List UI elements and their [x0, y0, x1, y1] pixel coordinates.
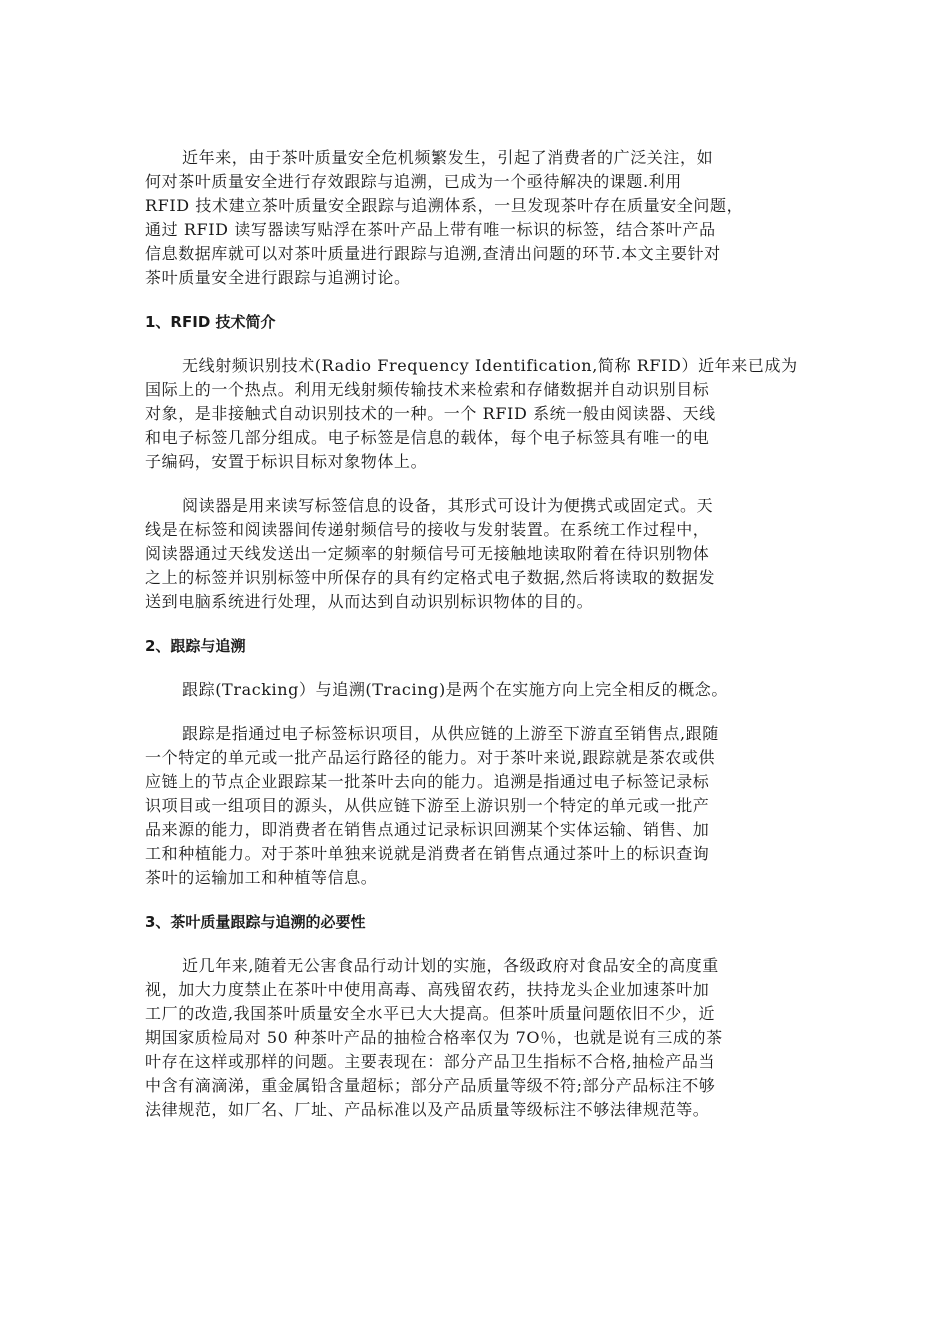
text-line: 信息数据库就可以对茶叶质量进行跟踪与追溯,查清出问题的环节.本文主要针对 — [145, 244, 721, 263]
paragraph — [145, 722, 810, 890]
text-line: 叶存在这样或那样的问题。主要表现在：部分产品卫生指标不合格,抽检产品当 — [145, 1052, 716, 1071]
text-line: 线是在标签和阅读器间传递射频信号的接收与发射装置。在系统工作过程中， — [145, 520, 710, 539]
text-line: 跟踪(Tracking）与追溯(Tracing)是两个在实施方向上完全相反的概念。 — [182, 680, 728, 699]
text-line: 品来源的能力，即消费者在销售点通过记录标识回溯某个实体运输、销售、加 — [145, 820, 710, 839]
section-heading: 3、茶叶质量跟踪与追溯的必要性 — [145, 913, 366, 931]
text-line: 通过 RFID 读写器读写贴浮在茶叶产品上带有唯一标识的标签，结合茶叶产品 — [145, 220, 716, 239]
text-line: 茶叶的运输加工和种植等信息。 — [145, 868, 378, 887]
paragraph — [145, 354, 810, 474]
paragraph — [145, 678, 810, 702]
text-line: 送到电脑系统进行处理，从而达到自动识别标识物体的目的。 — [145, 592, 594, 611]
text-line: 应链上的节点企业跟踪某一批茶叶去向的能力。追溯是指通过电子标签记录标 — [145, 772, 710, 791]
text-line: 之上的标签并识别标签中所保存的具有约定格式电子数据,然后将读取的数据发 — [145, 568, 716, 587]
text-line: 对象，是非接触式自动识别技术的一种。一个 RFID 系统一般由阅读器、天线 — [145, 404, 716, 423]
text-line: 期国家质检局对 50 种茶叶产品的抽检合格率仅为 7O％，也就是说有三成的茶 — [145, 1028, 723, 1047]
text-line: 工和种植能力。对于茶叶单独来说就是消费者在销售点通过茶叶上的标识查询 — [145, 844, 710, 863]
paragraph — [145, 146, 810, 290]
text-line: 和电子标签几部分组成。电子标签是信息的载体，每个电子标签具有唯一的电 — [145, 428, 710, 447]
text-line: RFID 技术建立茶叶质量安全跟踪与追溯体系，一旦发现茶叶存在质量安全问题， — [145, 196, 744, 215]
text-line: 茶叶质量安全进行跟踪与追溯讨论。 — [145, 268, 411, 287]
document-body — [145, 146, 810, 1142]
text-line: 法律规范，如厂名、厂址、产品标准以及产品质量等级标注不够法律规范等。 — [145, 1100, 710, 1119]
text-line: 工厂的改造,我国茶叶质量安全水平已大大提高。但茶叶质量问题依旧不少，近 — [145, 1004, 716, 1023]
text-line: 近几年来,随着无公害食品行动计划的实施，各级政府对食品安全的高度重 — [182, 956, 719, 975]
text-line: 阅读器通过天线发送出一定频率的射频信号可无接触地读取附着在待识别物体 — [145, 544, 710, 563]
text-line: 无线射频识别技术(Radio Frequency Identification,简称 RFID）近年来已成为 — [182, 356, 798, 375]
text-line: 近年来，由于茶叶质量安全危机频繁发生，引起了消费者的广泛关注，如 — [182, 148, 714, 167]
text-line: 视，加大力度禁止在茶叶中使用高毒、高残留农药，扶持龙头企业加速茶叶加 — [145, 980, 710, 999]
text-line: 中含有滴滴涕，重金属铅含量超标；部分产品质量等级不符;部分产品标注不够 — [145, 1076, 716, 1095]
paragraph — [145, 954, 810, 1122]
section-heading: 2、跟踪与追溯 — [145, 637, 246, 655]
text-line: 一个特定的单元或一批产品运行路径的能力。对于茶叶来说,跟踪就是茶农或供 — [145, 748, 716, 767]
text-line: 识项目或一组项目的源头，从供应链下游至上游识别一个特定的单元或一批产 — [145, 796, 710, 815]
paragraph — [145, 494, 810, 614]
text-line: 跟踪是指通过电子标签标识项目，从供应链的上游至下游直至销售点,跟随 — [182, 724, 719, 743]
text-line: 子编码，安置于标识目标对象物体上。 — [145, 452, 428, 471]
text-line: 何对茶叶质量安全进行存效跟踪与追溯，已成为一个亟待解决的课题.利用 — [145, 172, 682, 191]
text-line: 国际上的一个热点。利用无线射频传输技术来检索和存储数据并自动识别目标 — [145, 380, 710, 399]
section-heading: 1、RFID 技术简介 — [145, 313, 276, 331]
text-line: 阅读器是用来读写标签信息的设备，其形式可设计为便携式或固定式。天 — [182, 496, 714, 515]
